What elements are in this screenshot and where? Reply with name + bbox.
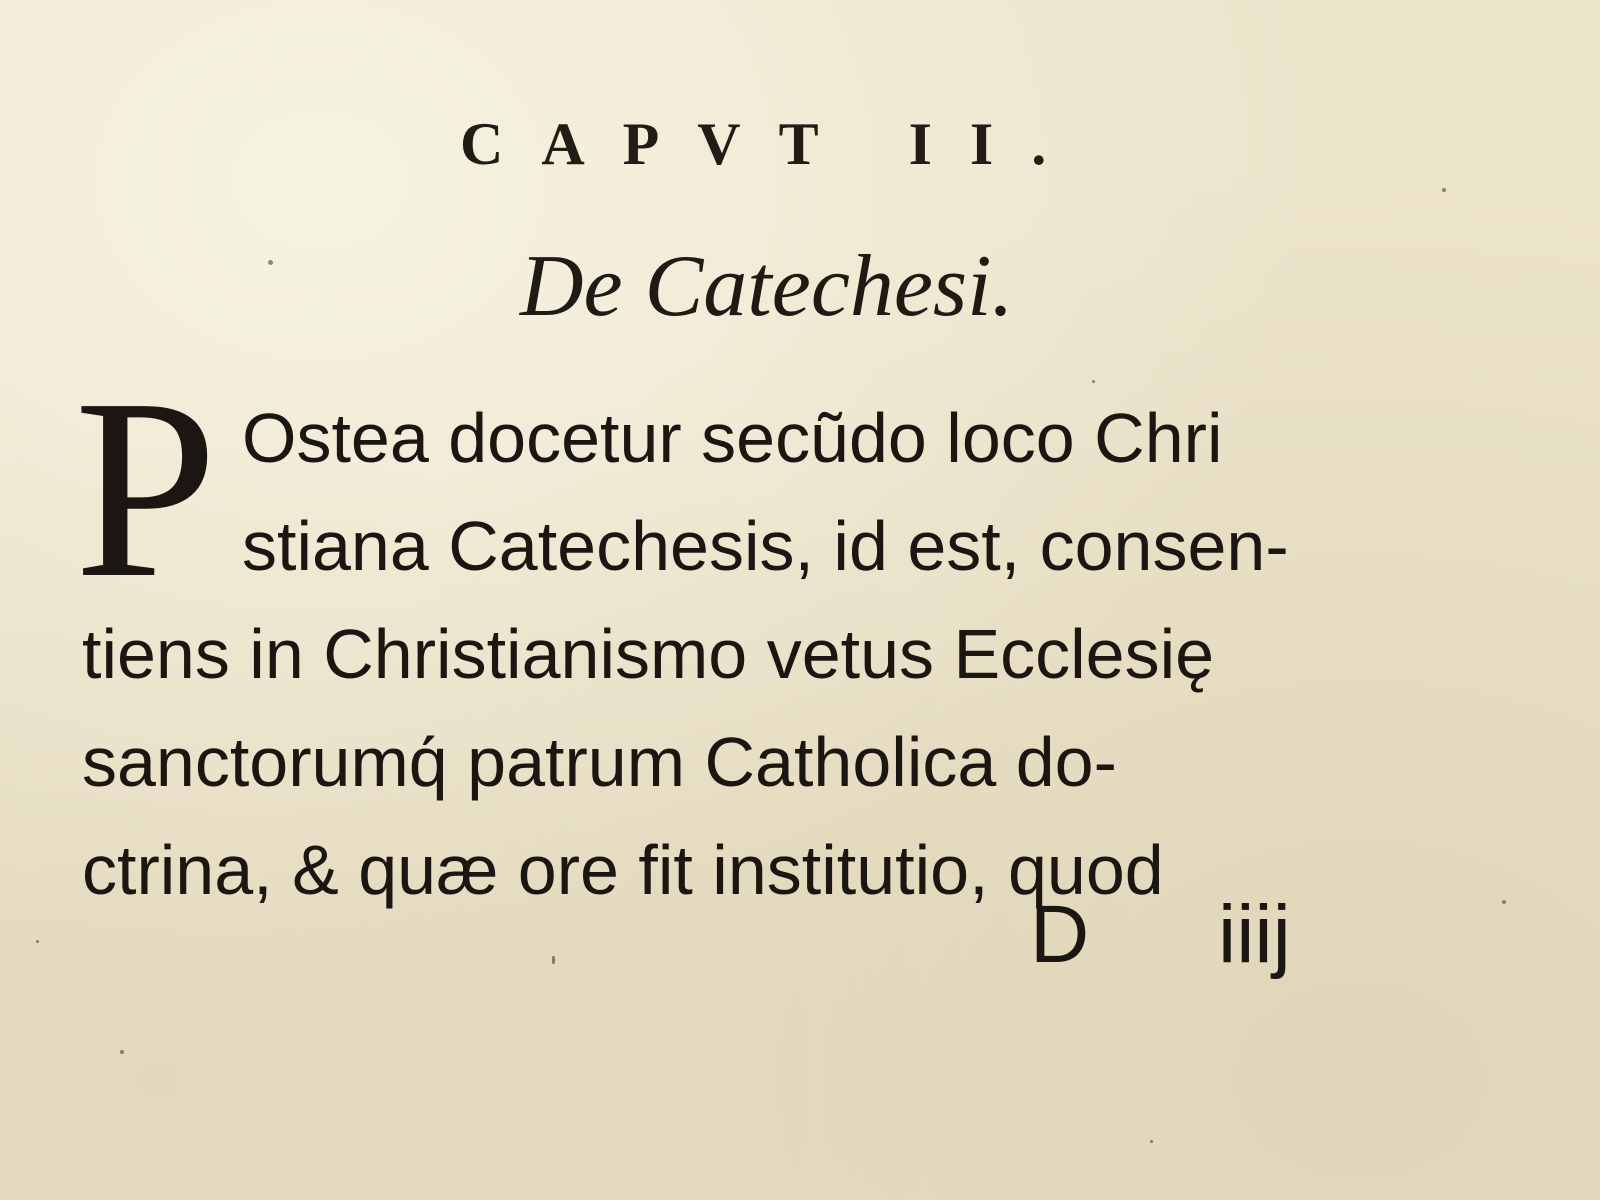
paper-speck — [120, 1050, 124, 1054]
paper-speck — [1150, 1140, 1153, 1143]
paper-speck — [1442, 188, 1446, 192]
body-line: Ostea docetur secũdo loco Chri — [242, 399, 1223, 477]
paper-speck — [268, 260, 273, 265]
chapter-subtitle: De Catechesi. — [520, 238, 1014, 335]
paper-speck — [1092, 380, 1095, 383]
paper-speck — [36, 940, 39, 943]
chapter-heading: CAPVT II. — [460, 111, 1085, 177]
body-line: stiana Catechesis, id est, consen- — [242, 507, 1289, 585]
signature-number: iiij — [1218, 889, 1291, 980]
body-text — [82, 384, 1522, 944]
drop-cap: P — [74, 345, 218, 631]
signature-mark: D — [1030, 889, 1090, 980]
paper-speck — [552, 956, 555, 964]
body-line: ctrina, & quæ ore fit institutio, quod — [82, 831, 1164, 909]
body-line: tiens in Christianismo vetus Ecclesię — [82, 615, 1215, 693]
body-line: sanctorumq́ patrum Catholica do- — [82, 723, 1117, 801]
